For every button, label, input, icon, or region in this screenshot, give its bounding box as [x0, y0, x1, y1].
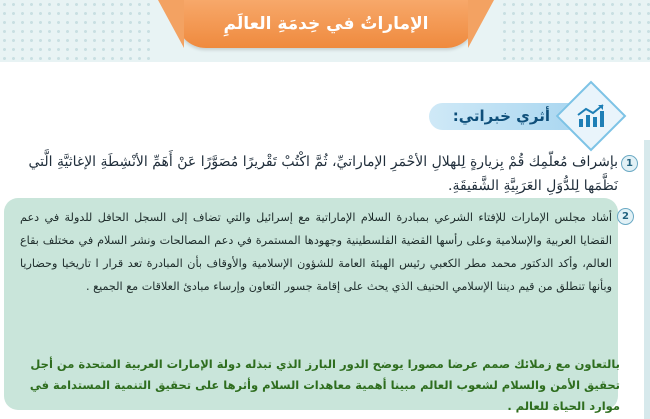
item-2-text: أشاد مجلس الإمارات للإفتاء الشرعي بمبادرة السلام الإماراتية مع إسرائيل والتي تضاف إلى السجل الحافل للدولة في دعم القضايا العربية والإسلامية وعلى رأسها القضية الفلسطينية وجهودها المستمرة في دعم المصالحات ونشر السلام في مختلف بقاع العالم، وأكد الدكتور محمد مطر الكعبي رئيس الهيئة العامة للشؤون الإسلامية والأوقاف بأن المبادرة تعد قرار ا تاريخيا وحضاريا وبأنها تنطلق من قيم ديننا الإسلامي الحنيف الذي يحث على إقامة جسور التعاون وإرساء مبادئ العلاقات مع الجميع . [20, 211, 612, 293]
growth-chart-icon [556, 81, 627, 152]
dot-pattern-right [500, 0, 650, 62]
page-edge-rule [644, 140, 650, 419]
section-label: أثري خبراتي: [429, 103, 580, 130]
item-number-2: 2 [617, 208, 634, 225]
page-title: الإماراتُ في خِدمَةِ العالَمِ [223, 14, 429, 34]
item-number-1: 1 [621, 155, 638, 172]
section-header [429, 92, 616, 140]
title-banner [176, 0, 476, 48]
item-1-text: بإشراف مُعلّمِك قُمْ بِزيارةٍ لِلهلالِ الأحْمَرِ الإماراتيِّ، ثُمَّ اكْتُبْ تَقْريرًا مُصَوَّرًا عَنْ أَهَمِّ الأنْشِطَةِ الإغاثيَّةِ الَّتي نَظَّمَها لِلدُّوَلِ العَرَبِيَّةِ الشَّقيقَةِ. [28, 154, 618, 194]
dot-pattern-left [0, 0, 150, 62]
item-2-task: بالتعاون مع زملائك صمم عرضا مصورا يوضح الدور البارز الذي تبذله دولة الإمارات العربية المتحدة من أجل تحقيق الأمن والسلام لشعوب العالم مبينا أهمية معاهدات السلام وأثرها على تحقيق التنمية المستدامة في موارد الحياة للعالم . [29, 357, 620, 413]
